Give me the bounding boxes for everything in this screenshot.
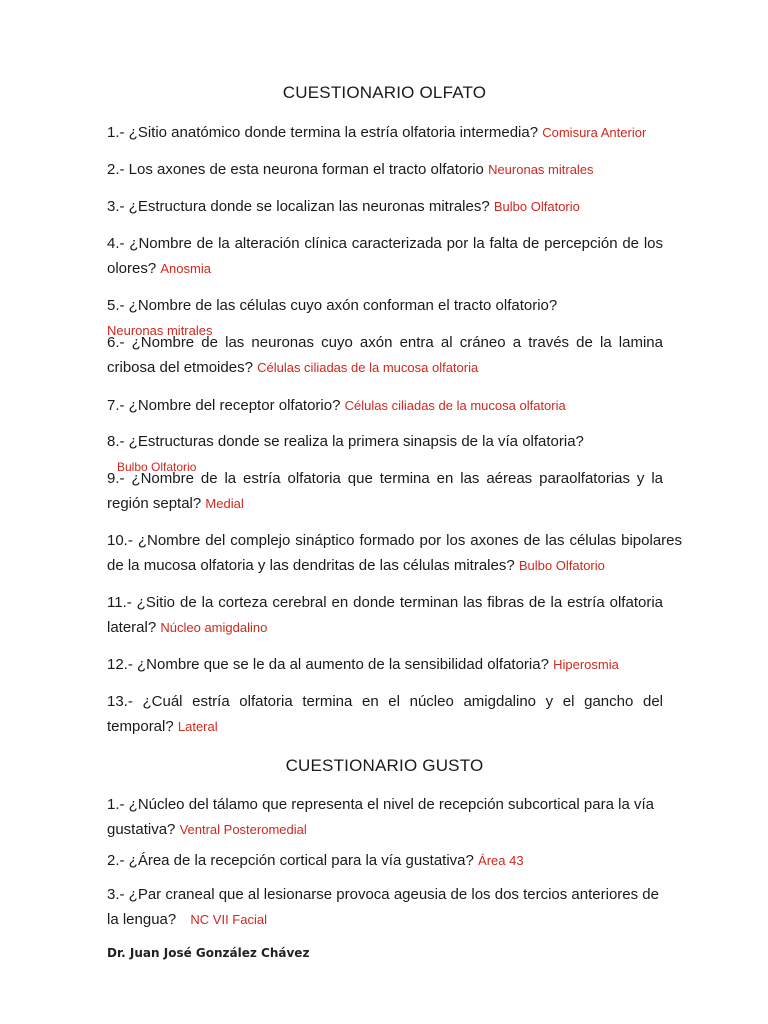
question-text: 11.- ¿Sitio de la corteza cerebral en donde terminan las fibras de la estría olfatoria lateral? <box>107 594 663 636</box>
olfato-question-12 <box>107 652 663 677</box>
answer-text: Anosmia <box>160 261 211 276</box>
author-signature: Dr. Juan José González Chávez <box>107 946 310 960</box>
answer-text: Células ciliadas de la mucosa olfatoria <box>344 398 566 413</box>
question-text: 13.- ¿Cuál estría olfatoria termina en el núcleo amigdalino y el gancho del temporal? <box>107 693 663 735</box>
answer-text: Bulbo Olfatorio <box>493 199 580 214</box>
question-text: 1.- ¿Núcleo del tálamo que representa el nivel de recepción subcortical para la vía gustativa? <box>107 796 654 838</box>
gusto-question-2 <box>107 848 663 873</box>
question-text: 10.- ¿Nombre del complejo sináptico formado por los axones de las células bipolares de la mucosa olfatoria y las dendritas de las células mitrales? <box>107 532 682 574</box>
answer-text: Comisura Anterior <box>542 125 647 140</box>
answer-text: Neuronas mitrales <box>107 323 213 338</box>
question-text: 3.- ¿Estructura donde se localizan las neuronas mitrales? <box>107 198 490 215</box>
answer-text: Ventral Posteromedial <box>179 822 307 837</box>
gusto-question-3 <box>107 882 663 932</box>
answer-text: Lateral <box>177 719 218 734</box>
olfato-question-2 <box>107 157 663 182</box>
answer-text: Núcleo amigdalino <box>160 620 268 635</box>
gusto-question-1 <box>107 792 663 842</box>
answer-text: Medial <box>205 496 244 511</box>
question-text: 9.- ¿Nombre de la estría olfatoria que termina en las aéreas paraolfatorias y la región septal? <box>107 470 663 512</box>
question-text: 5.- ¿Nombre de las células cuyo axón conforman el tracto olfatorio? <box>107 297 558 314</box>
olfato-title: CUESTIONARIO OLFATO <box>282 83 487 102</box>
question-text: 1.- ¿Sitio anatómico donde termina la estría olfatoria intermedia? <box>107 124 539 141</box>
question-text: 3.- ¿Par craneal que al lesionarse provoca ageusia de los dos tercios anteriores de la lengua? <box>107 886 659 928</box>
answer-text: Hiperosmia <box>553 657 619 672</box>
question-text: 4.- ¿Nombre de la alteración clínica caracterizada por la falta de percepción de los olores? <box>107 235 663 277</box>
olfato-question-7 <box>107 393 663 418</box>
gusto-title: CUESTIONARIO GUSTO <box>285 756 484 775</box>
olfato-question-11 <box>107 590 663 640</box>
answer-text: Células ciliadas de la mucosa olfatoria <box>257 360 479 375</box>
answer-text: NC VII Facial <box>190 912 267 927</box>
olfato-question-4 <box>107 231 663 281</box>
answer-text: Bulbo Olfatorio <box>518 558 605 573</box>
olfato-question-3 <box>107 194 663 219</box>
olfato-question-1 <box>107 120 663 145</box>
question-text: 6.- ¿Nombre de las neuronas cuyo axón entra al cráneo a través de la lamina cribosa del etmoides? <box>107 334 663 376</box>
question-text: 12.- ¿Nombre que se le da al aumento de la sensibilidad olfatoria? <box>107 656 549 673</box>
olfato-question-6 <box>107 330 663 380</box>
answer-text: Bulbo Olfatorio <box>117 460 197 474</box>
olfato-question-13 <box>107 689 663 739</box>
question-text: 8.- ¿Estructuras donde se realiza la primera sinapsis de la vía olfatoria? <box>107 433 584 450</box>
answer-text: Área 43 <box>478 853 524 868</box>
question-text: 7.- ¿Nombre del receptor olfatorio? <box>107 397 341 414</box>
olfato-question-10 <box>107 528 682 578</box>
question-text: 2.- ¿Área de la recepción cortical para la vía gustativa? <box>107 852 474 869</box>
olfato-question-9 <box>107 466 663 516</box>
answer-text: Neuronas mitrales <box>488 162 594 177</box>
question-text: 2.- Los axones de esta neurona forman el tracto olfatorio <box>107 161 484 178</box>
